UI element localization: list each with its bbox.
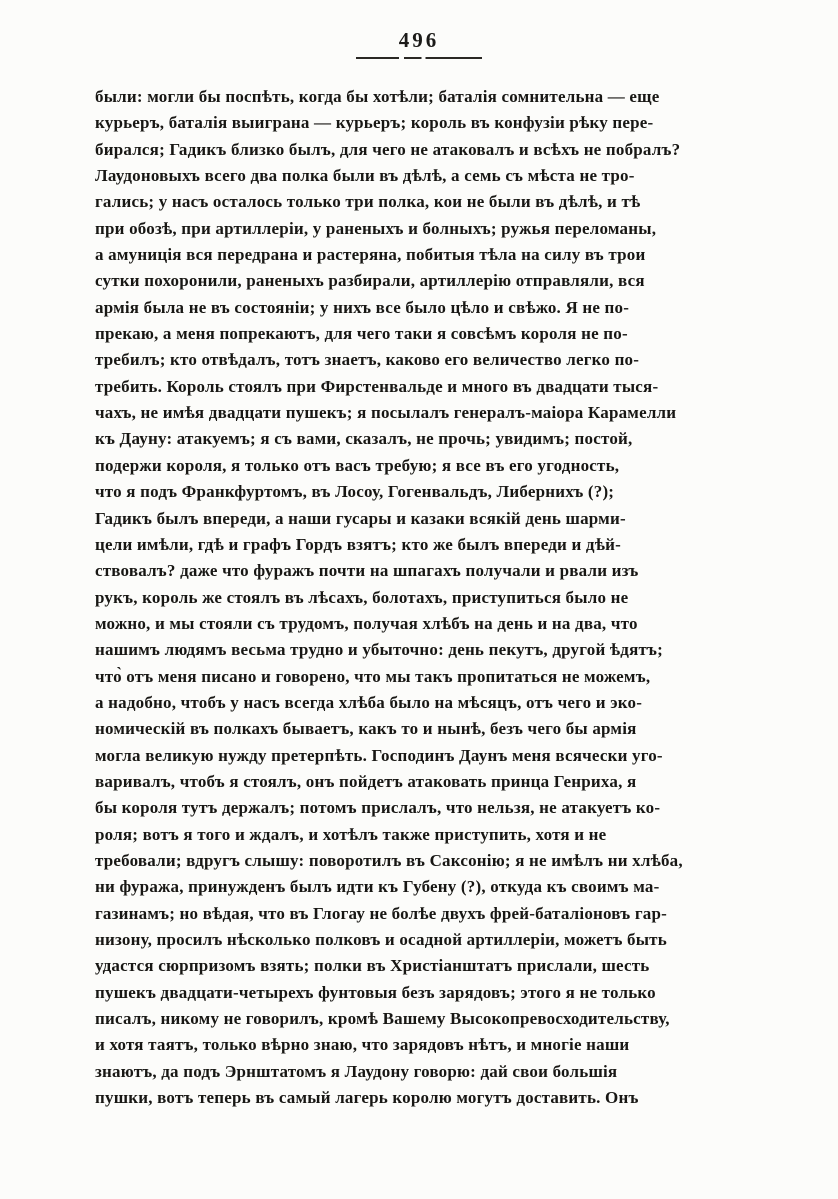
text-line: бирался; Гадикъ близко былъ, для чего не атаковалъ и всѣхъ не побралъ? — [95, 139, 681, 159]
text-line: цели имѣли, гдѣ и графъ Гордъ взятъ; кто же былъ впереди и дѣй- — [95, 534, 621, 554]
text-line: что я подъ Франкфуртомъ, въ Лосоу, Гогенвальдъ, Либернихъ (?); — [95, 482, 615, 502]
text-line: были: могли бы поспѣть, когда бы хотѣли; баталія сомнительна — еще — [95, 87, 660, 106]
text-line: подержи короля, я только отъ васъ требую; я все въ его угодность, — [95, 455, 620, 475]
text-line: писалъ, никому не говорилъ, кромѣ Вашему Высокопревосходительству, — [95, 1009, 670, 1029]
text-line: номическій въ полкахъ бываетъ, какъ то и нынѣ, безъ чего бы армія — [95, 719, 637, 739]
text-line: рукъ, король же стоялъ въ лѣсахъ, болотахъ, приступиться было не — [95, 587, 629, 607]
text-line: Лаудоновыхъ всего два полка были въ дѣлѣ, а семь съ мѣста не тро- — [95, 166, 635, 186]
text-line: можно, и мы стояли съ трудомъ, получая хлѣбъ на день и на два, что — [95, 613, 638, 633]
text-line: знаютъ, да подъ Эрнштатомъ я Лаудону говорю: дай свои большія — [95, 1061, 618, 1081]
text-line: пушекъ двадцати-четырехъ фунтовыя безъ зарядовъ; этого я не только — [95, 982, 656, 1002]
text-line: что̀ отъ меня писано и говорено, что мы такъ пропитаться не можемъ, — [95, 666, 651, 686]
text-line: нашимъ людямъ весьма трудно и убыточно: день пекутъ, другой ѣдятъ; — [95, 640, 664, 660]
text-line: къ Дауну: атакуемъ; я съ вами, сказалъ, не прочь; увидимъ; постой, — [95, 429, 633, 449]
text-line: гались; у насъ осталось только три полка, кои не были въ дѣлѣ, и тѣ — [95, 192, 641, 212]
text-line: сутки похоронили, раненыхъ разбирали, артиллерію отправляли, вся — [95, 271, 645, 291]
header-rule — [356, 57, 482, 59]
text-line: могла великую нужду претерпѣть. Господинъ Даунъ меня всячески уго- — [95, 745, 663, 765]
text-line: бы короля тутъ держалъ; потомъ прислалъ, что нельзя, не атакуетъ ко- — [95, 798, 661, 818]
page-header — [0, 28, 838, 59]
text-line: чахъ, не имѣя двадцати пушекъ; я посылалъ генералъ-маіора Карамелли — [95, 403, 677, 423]
page-number: 496 — [398, 28, 440, 52]
text-line: газинамъ; но вѣдая, что въ Глогау не болѣе двухъ фрей-баталіоновъ гар- — [95, 903, 667, 923]
text-line: требилъ; кто отвѣдалъ, тотъ знаетъ, каково его величество легко по- — [95, 350, 640, 370]
text-line: варивалъ, чтобъ я стоялъ, онъ пойдетъ атаковать принца Генриха, я — [95, 771, 637, 791]
text-line: ни фуража, принужденъ былъ идти къ Губену (?), откуда къ своимъ ма- — [95, 877, 660, 897]
text-line: роля; вотъ я того и ждалъ, и хотѣлъ также приступить, хотя и не — [95, 824, 607, 844]
text-line: требовали; вдругъ слышу: поворотилъ въ Саксонію; я не имѣлъ ни хлѣба, — [95, 850, 683, 870]
text-line: а амуниція вся передрана и растеряна, побитыя тѣла на силу въ трои — [95, 245, 646, 265]
text-line: а надобно, чтобъ у насъ всегда хлѣба было на мѣсяцъ, отъ чего и эко- — [95, 692, 643, 712]
text-line: ствовалъ? даже что фуражъ почти на шпагахъ получали и рвали изъ — [95, 561, 639, 581]
text-line: удастся сюрпризомъ взять; полки въ Христіанштатъ прислали, шесть — [95, 956, 650, 976]
text-line: курьеръ, баталія выиграна — курьеръ; король въ конфузіи рѣку пере- — [95, 113, 654, 133]
text-line: прекаю, а меня попрекаютъ, для чего таки я совсѣмъ короля не по- — [95, 324, 628, 344]
text-line: низону, просилъ нѣсколько полковъ и осадной артиллеріи, можетъ быть — [95, 930, 667, 949]
text-line: при обозѣ, при артиллеріи, у раненыхъ и болныхъ; ружья переломаны, — [95, 218, 657, 238]
text-line: требить. Король стоялъ при Фирстенвальде и много въ двадцати тыся- — [95, 376, 659, 396]
text-line: Гадикъ былъ впереди, а наши гусары и казаки всякій день шарми- — [95, 508, 626, 528]
text-line: армія была не въ состояніи; у нихъ все было цѣло и свѣжо. Я не по- — [95, 297, 630, 317]
text-line: пушки, вотъ теперь въ самый лагерь королю могутъ доставить. Онъ — [95, 1088, 639, 1108]
text-line: и хотя таятъ, только вѣрно знаю, что зарядовъ нѣтъ, и многіе наши — [95, 1035, 630, 1055]
text-body — [95, 84, 747, 1111]
